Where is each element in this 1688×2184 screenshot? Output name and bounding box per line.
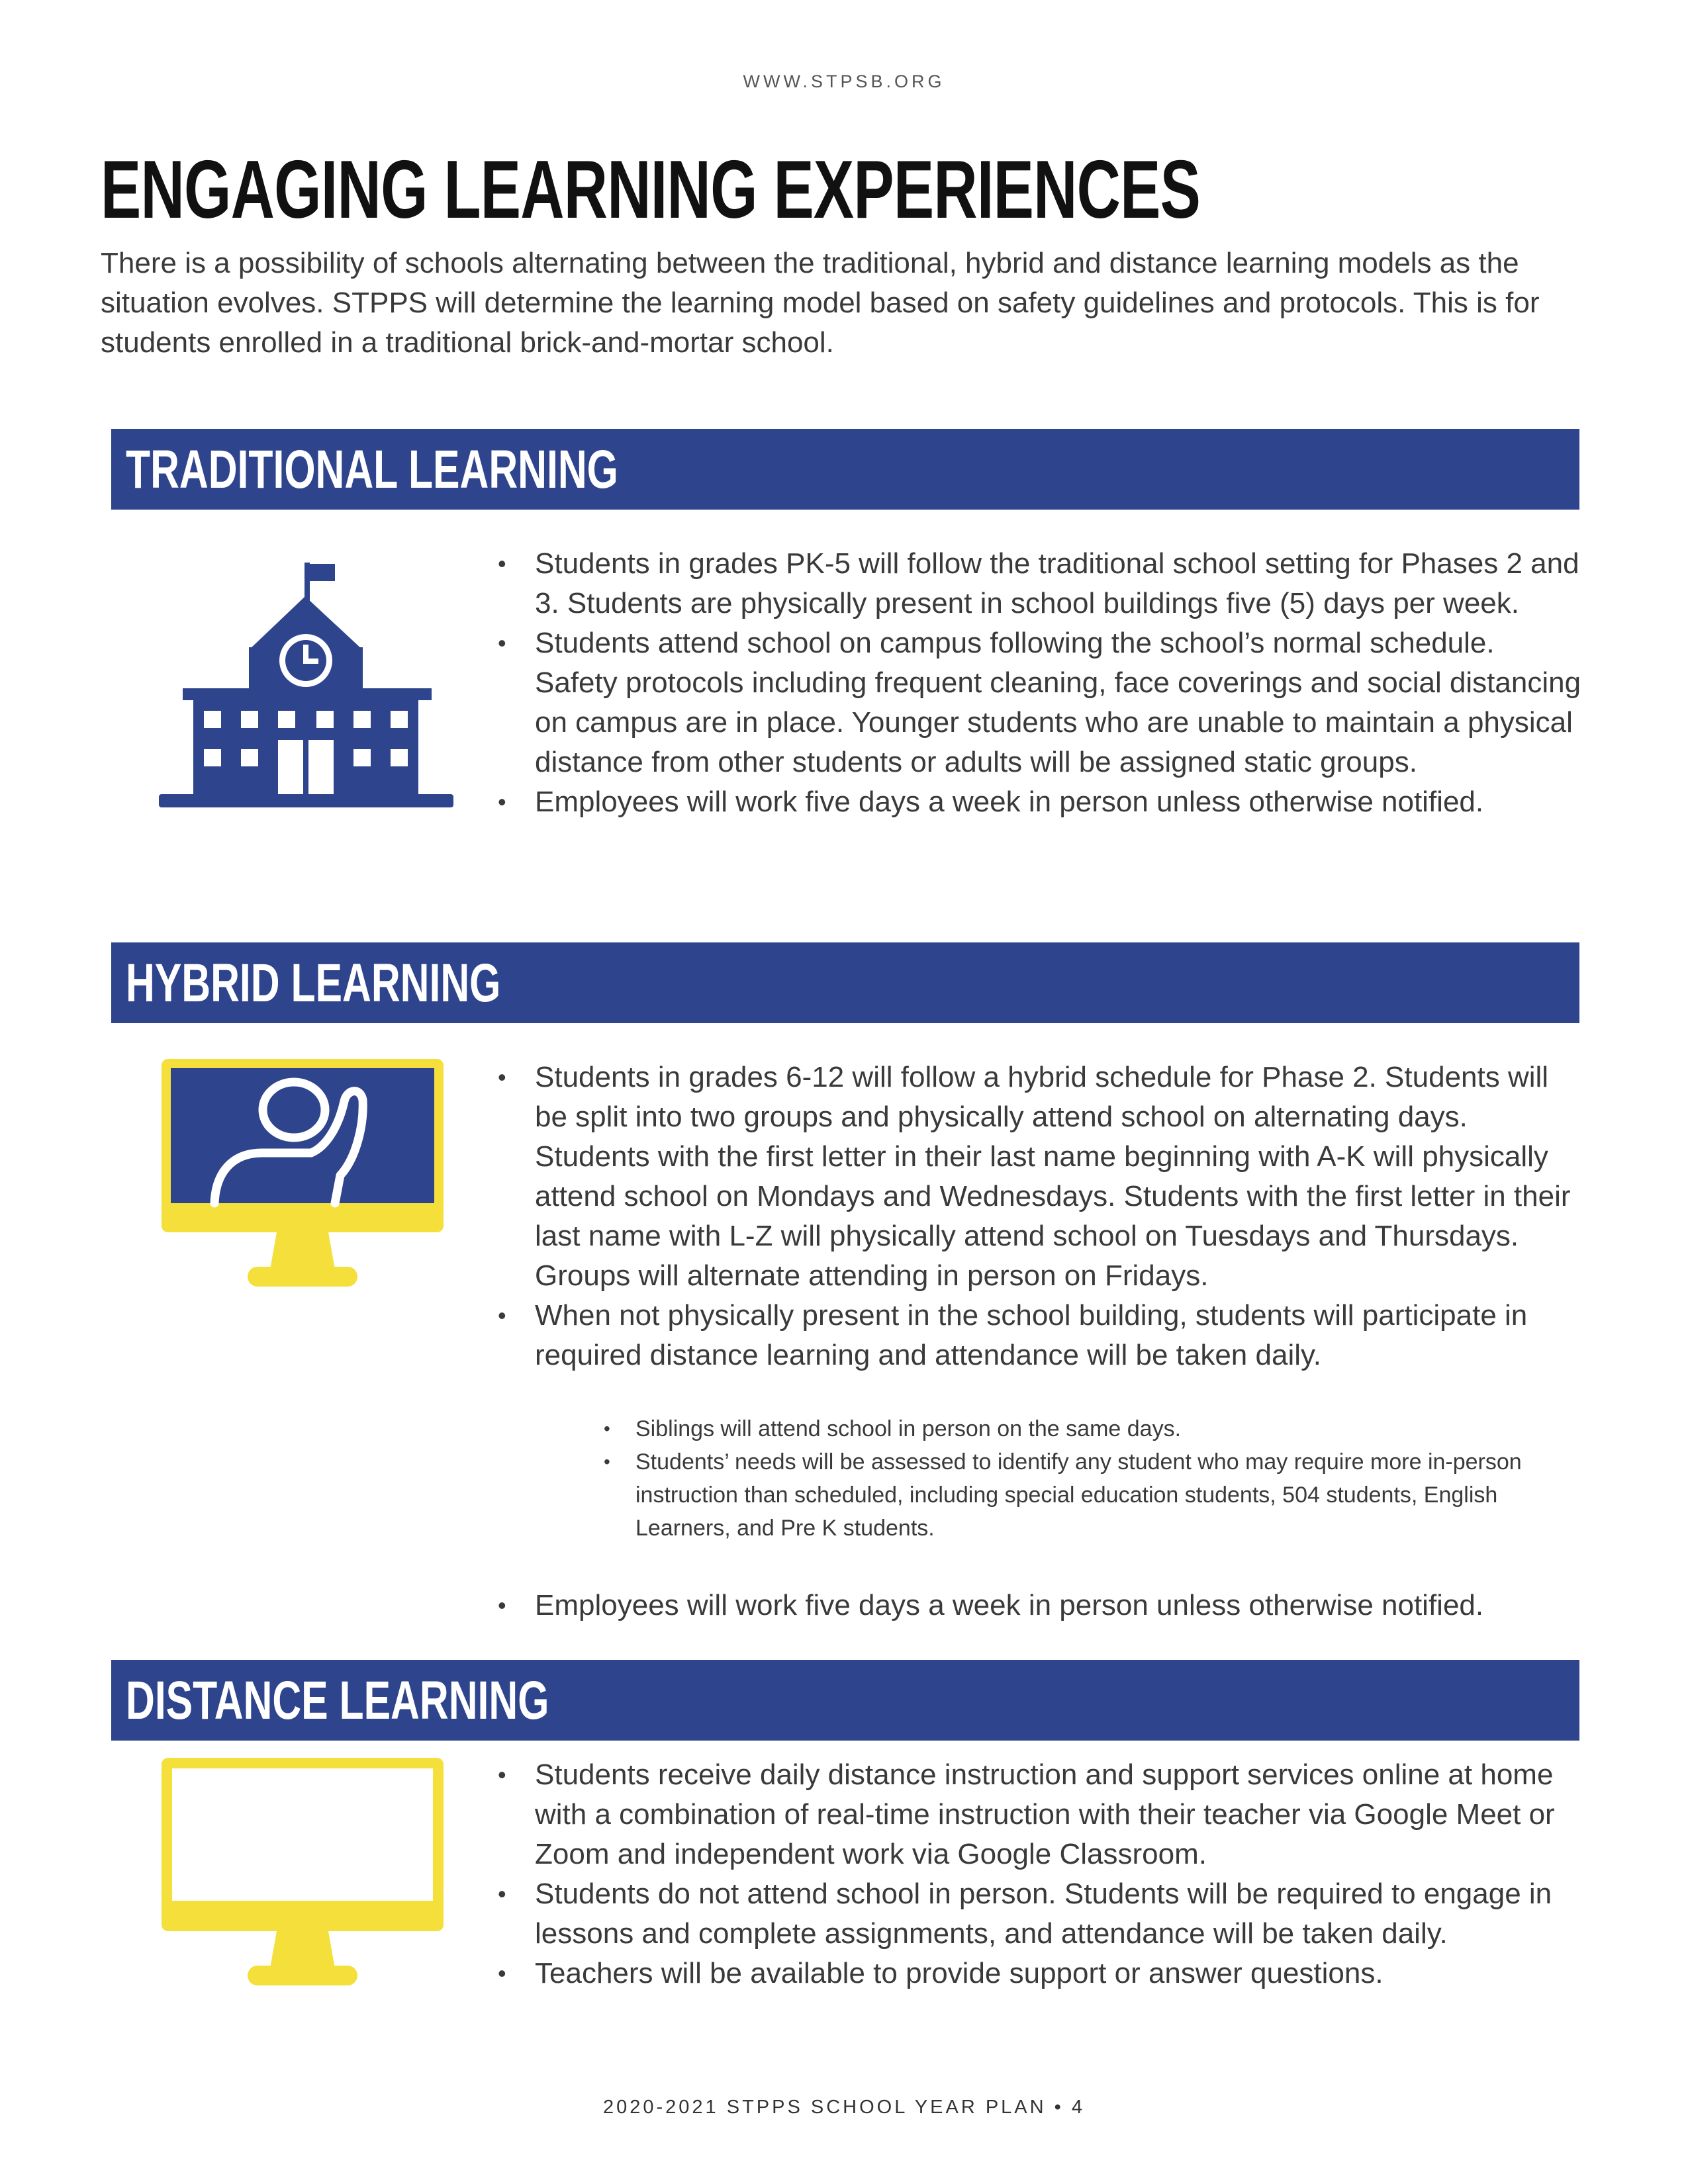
section-banner-hybrid <box>111 942 1579 1023</box>
section-heading: TRADITIONAL LEARNING <box>126 439 618 500</box>
list-item: • Students receive daily distance instruction and support services online at home with a combination of real-time instruction with their teacher via Google Meet or Zoom and independent work via Google Classroom. <box>498 1755 1583 1874</box>
bullet-list <box>498 1058 1583 1375</box>
bullet-list <box>498 1755 1583 1993</box>
list-item: • Students in grades PK-5 will follow the traditional school setting for Phases 2 and 3. Students are physically present in school buildings five (5) days per week. <box>498 544 1583 623</box>
sub-bullet-list <box>596 1412 1523 1545</box>
section-banner-distance <box>111 1660 1579 1741</box>
list-item: • Students attend school on campus following the school’s normal schedule. Safety protocols including frequent cleaning, face coverings and social distancing on campus are in place. Younger students who are unable to maintain a physical distance from other students or adults will be assigned static groups. <box>498 623 1583 782</box>
school-building-icon <box>159 563 453 811</box>
list-item: • Teachers will be available to provide support or answer questions. <box>498 1954 1583 1993</box>
monitor-student-icon <box>162 1059 444 1292</box>
section-banner-traditional <box>111 429 1579 510</box>
section-heading: DISTANCE LEARNING <box>126 1670 549 1731</box>
list-item: • When not physically present in the school building, students will participate in required distance learning and attendance will be taken daily. <box>498 1296 1583 1375</box>
intro-paragraph: There is a possibility of schools alternating between the traditional, hybrid and distance learning models as the situation evolves. STPPS will determine the learning model based on safety guidelines and protocols. This is for students enrolled in a traditional brick-and-mortar school. <box>101 247 1540 359</box>
page-footer: 2020-2021 STPPS SCHOOL YEAR PLAN • 4 <box>603 2097 1085 2118</box>
list-item: • Siblings will attend school in person on the same days. <box>596 1412 1523 1445</box>
list-item: • Students’ needs will be assessed to identify any student who may require more in-person instruction than scheduled, including special education students, 504 students, English Learners, and Pre K students. <box>596 1445 1523 1545</box>
bullet-list <box>498 1586 1583 1625</box>
monitor-blank-icon <box>162 1758 444 1991</box>
bullet-list <box>498 544 1583 822</box>
list-item: • Students in grades 6-12 will follow a hybrid schedule for Phase 2. Students will be split into two groups and physically attend school on alternating days. Students with the first letter in their last name beginning with A-K will physically attend school on Mondays and Wednesdays. Students with the first letter in their last name with L-Z will physically attend school on Tuesdays and Thursdays. Groups will alternate attending in person on Fridays. <box>498 1058 1583 1296</box>
list-item: • Employees will work five days a week in person unless otherwise notified. <box>498 1586 1583 1625</box>
site-url: WWW.STPSB.ORG <box>743 71 945 91</box>
section-heading: HYBRID LEARNING <box>126 953 501 1013</box>
list-item: • Students do not attend school in person. Students will be required to engage in lessons and complete assignments, and attendance will be taken daily. <box>498 1874 1583 1954</box>
page-title: ENGAGING LEARNING EXPERIENCES <box>101 144 1201 236</box>
list-item: • Employees will work five days a week in person unless otherwise notified. <box>498 782 1583 822</box>
